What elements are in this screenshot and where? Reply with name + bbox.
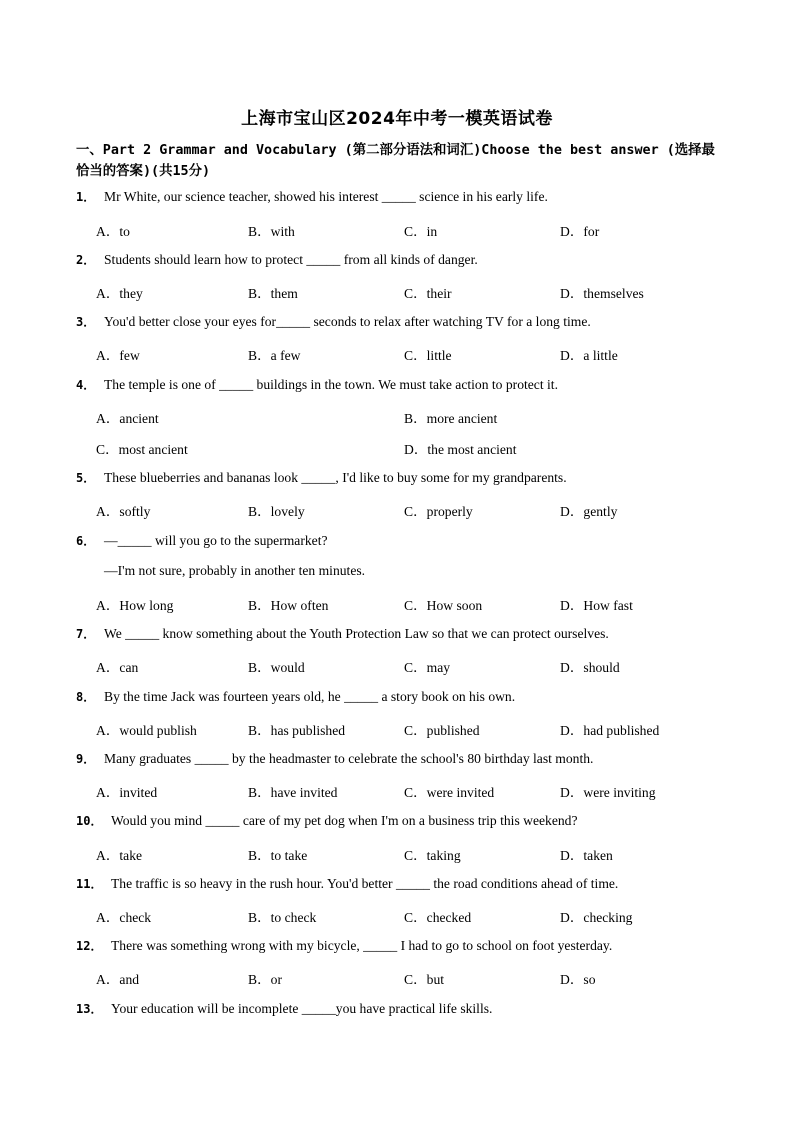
option-a: A．and — [96, 972, 140, 987]
question-number: 2． — [76, 253, 96, 267]
option-a: A．they — [96, 286, 143, 301]
option-a: A．invited — [96, 785, 158, 800]
option-b: B．them — [248, 286, 298, 301]
option-a: A．How long — [96, 598, 174, 613]
question-number: 8． — [76, 690, 96, 704]
option-c: C．but — [404, 972, 445, 987]
question-9 — [76, 750, 736, 767]
option-a: A．to — [96, 224, 130, 239]
question-number: 5． — [76, 471, 96, 485]
question-3 — [76, 313, 736, 330]
question-12 — [76, 937, 736, 954]
question-text: You'd better close your eyes for_____ seconds to relax after watching TV for a long time. — [104, 314, 591, 329]
option-a: A．few — [96, 348, 140, 363]
option-c: C．How soon — [404, 598, 483, 613]
option-c: C．may — [404, 660, 451, 675]
option-a: A．can — [96, 660, 139, 675]
question-4 — [76, 376, 736, 393]
option-d: D．the most ancient — [404, 442, 517, 457]
option-b: B．have invited — [248, 785, 338, 800]
question-number: 13． — [76, 1002, 103, 1016]
option-c: C．taking — [404, 848, 461, 863]
question-text-continued: —I'm not sure, probably in another ten minutes. — [104, 563, 366, 578]
question-text: Would you mind _____ care of my pet dog when I'm on a business trip this weekend? — [111, 813, 578, 828]
question-number: 9． — [76, 752, 96, 766]
option-c: C．were invited — [404, 785, 495, 800]
option-d: D．had published — [560, 723, 660, 738]
option-d: D．so — [560, 972, 596, 987]
option-b: B．to check — [248, 910, 317, 925]
question-13 — [76, 1000, 736, 1017]
question-2 — [76, 251, 736, 268]
question-text: The temple is one of _____ buildings in the town. We must take action to protect it. — [104, 377, 558, 392]
question-text: We _____ know something about the Youth Protection Law so that we can protect ourselves. — [104, 626, 609, 641]
question-number: 11． — [76, 877, 103, 891]
section-heading: 一、Part 2 Grammar and Vocabulary (第二部分语法和词汇)Choose the best answer (选择最恰当的答案)(共15分) — [76, 143, 715, 179]
option-a: A．take — [96, 848, 143, 863]
option-d: D．gently — [560, 504, 618, 519]
question-text: By the time Jack was fourteen years old, he _____ a story book on his own. — [104, 689, 516, 704]
option-b: B．or — [248, 972, 282, 987]
option-b: B．lovely — [248, 504, 305, 519]
option-d: D．should — [560, 660, 620, 675]
question-text: There was something wrong with my bicycle, _____ I had to go to school on foot yesterday. — [111, 938, 613, 953]
option-b: B．more ancient — [404, 411, 498, 426]
option-c: C．published — [404, 723, 480, 738]
option-b: B．How often — [248, 598, 329, 613]
question-10 — [76, 812, 736, 829]
question-number: 7． — [76, 627, 96, 641]
option-d: D．themselves — [560, 286, 644, 301]
question-text: These blueberries and bananas look _____, I'd like to buy some for my grandparents. — [104, 470, 567, 485]
question-number: 12． — [76, 939, 103, 953]
option-c: C．their — [404, 286, 452, 301]
page-title: 上海市宝山区2024年中考一模英语试卷 — [241, 109, 553, 129]
option-d: D．for — [560, 224, 600, 239]
question-text: Your education will be incomplete _____you have practical life skills. — [111, 1001, 493, 1016]
option-c: C．properly — [404, 504, 473, 519]
option-a: A．softly — [96, 504, 151, 519]
question-text: The traffic is so heavy in the rush hour. You'd better _____ the road conditions ahead of time. — [111, 876, 619, 891]
question-text: Mr White, our science teacher, showed his interest _____ science in his early life. — [104, 189, 548, 204]
option-a: A．ancient — [96, 411, 159, 426]
option-b: B．with — [248, 224, 295, 239]
question-text: Students should learn how to protect _____ from all kinds of danger. — [104, 252, 478, 267]
question-11 — [76, 875, 736, 892]
option-b: B．has published — [248, 723, 346, 738]
option-a: A．would publish — [96, 723, 197, 738]
option-b: B．a few — [248, 348, 301, 363]
option-d: D．taken — [560, 848, 613, 863]
option-a: A．check — [96, 910, 152, 925]
question-number: 3． — [76, 315, 96, 329]
option-d: D．How fast — [560, 598, 633, 613]
option-c: C．checked — [404, 910, 472, 925]
question-5 — [76, 469, 736, 486]
question-number: 1． — [76, 190, 96, 204]
question-6 — [76, 532, 736, 549]
question-7 — [76, 625, 736, 642]
option-c: C．in — [404, 224, 438, 239]
option-c: C．little — [404, 348, 452, 363]
option-b: B．would — [248, 660, 305, 675]
option-d: D．a little — [560, 348, 618, 363]
question-number: 10． — [76, 814, 103, 828]
question-8 — [76, 688, 736, 705]
question-number: 4． — [76, 378, 96, 392]
option-d: D．were inviting — [560, 785, 656, 800]
question-1 — [76, 188, 736, 205]
question-text: —_____ will you go to the supermarket? — [104, 533, 328, 548]
question-number: 6． — [76, 534, 96, 548]
option-d: D．checking — [560, 910, 633, 925]
option-b: B．to take — [248, 848, 308, 863]
question-text: Many graduates _____ by the headmaster to celebrate the school's 80 birthday last month. — [104, 751, 594, 766]
option-c: C．most ancient — [96, 442, 188, 457]
